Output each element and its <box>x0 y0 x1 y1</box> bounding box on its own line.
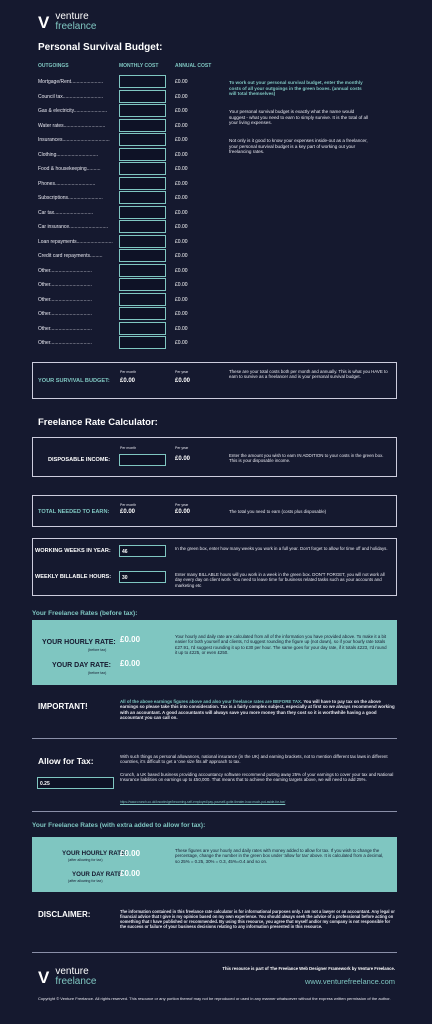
monthly-cost-input[interactable] <box>119 90 166 103</box>
monthly-cost-input[interactable] <box>119 206 166 219</box>
day-rate-sub: (before tax) <box>88 671 107 675</box>
total-label: TOTAL NEEDED TO EARN: <box>38 509 110 515</box>
budget-row <box>38 235 398 249</box>
annual-cost-value: £0.00 <box>175 238 188 245</box>
day-rate-value: £0.00 <box>120 659 141 668</box>
logo-word-venture: venture <box>55 11 89 22</box>
budget-row-label: Subscriptions......................... <box>38 195 103 201</box>
logo-word-freelance: freelance <box>55 21 97 32</box>
annual-cost-value: £0.00 <box>175 267 188 274</box>
monthly-cost-input[interactable] <box>119 278 166 291</box>
budget-row-label: Other.............................. <box>38 340 92 346</box>
col-outgoings: OUTGOINGS <box>38 63 69 69</box>
col-annual: ANNUAL COST <box>175 63 212 69</box>
budget-title: Personal Survival Budget: <box>38 42 163 53</box>
monthly-cost-input[interactable] <box>119 264 166 277</box>
budget-row <box>38 220 398 234</box>
budget-row-label: Car tax............................ <box>38 209 94 216</box>
footer-copyright: Copyright © Venture Freelance. All rights reserved. This resource or any portion thereof may not be reproduced or used in any manner whatsoever without the express written permission of the author. <box>38 996 391 1001</box>
monthly-cost-input[interactable] <box>119 220 166 233</box>
tax-heading: Allow for Tax: <box>38 756 94 766</box>
disposable-per-month-label: Per month <box>120 446 137 450</box>
rates-title: Your Freelance Rates (before tax): <box>32 610 138 617</box>
hourly-rate-value: £0.00 <box>120 635 141 644</box>
day-rate2-value: £0.00 <box>120 869 141 878</box>
budget-row-label: Insurances.................................. <box>38 137 110 143</box>
budget-row-label: Clothing.............................. <box>38 151 99 158</box>
annual-cost-value: £0.00 <box>175 137 188 143</box>
budget-row <box>38 249 398 263</box>
hours-note: Enter many BILLABLE hours will you work in a week in the green box. DON'T FORGET, you will not work all day every day on client work. You need to leave time for business related tasks such as your accounts and marketing etc <box>175 572 385 588</box>
monthly-cost-input[interactable] <box>119 162 166 175</box>
survival-year-value: £0.00 <box>175 378 191 384</box>
weeks-label: WORKING WEEKS IN YEAR: <box>35 548 111 554</box>
budget-row-label: Phones............................. <box>38 180 96 187</box>
rates2-band <box>32 837 397 892</box>
separator-3 <box>32 952 397 953</box>
tax-para2: Crunch, a UK based business providing accountancy software recommend putting away 25% of your earnings to cover your tax and National Insurance liabilities on earnings up to £50,000. That means that to achieve the earning targets above, we will need to add 25%. <box>120 772 394 783</box>
annual-cost-value: £0.00 <box>175 340 188 346</box>
annual-cost-value: £0.00 <box>175 166 188 172</box>
important-text <box>120 699 395 721</box>
survival-per-year-label: Per year <box>175 370 189 374</box>
total-note: The total you need to earn (costs plus disposable) <box>229 509 327 514</box>
hours-label: WEEKLY BILLABLE HOURS: <box>35 574 112 580</box>
monthly-cost-input[interactable] <box>119 119 166 132</box>
rates2-note: These figures are your hourly and daily rates with money added to allow for tax. If you wish to change the percentage, change the number in the green box under 'allow for tax' above. It is calculated from a decimal, so 25% = 0.25, 30% = 0.3, 45%=0.4 and so on. <box>175 848 384 864</box>
footer-logo-mark: V <box>38 967 50 987</box>
monthly-cost-input[interactable] <box>119 249 166 262</box>
annual-cost-value: £0.00 <box>175 79 188 85</box>
budget-explanation: Your personal survival budget is exactly what the name would suggest - what you need to earn to simply survive. It is the total of all your living expenses. <box>229 109 369 126</box>
tax-para1: With such things as personal allowances, national insurance (in the UK) and earning brackets, not to mention different tax laws in different countries, it's difficult to get a 'one size fits all' approach to tax. <box>120 754 388 765</box>
rates2-title: Your Freelance Rates (with extra added to allow for tax): <box>32 822 206 829</box>
total-per-month-label: Per month <box>120 503 137 507</box>
budget-row <box>38 191 398 205</box>
footer-url[interactable]: www.venturefreelance.com <box>304 977 395 986</box>
logo-mark: V <box>38 12 50 32</box>
annual-cost-value: £0.00 <box>175 180 188 187</box>
weeks-input[interactable]: 46 <box>119 545 166 557</box>
annual-cost-value: £0.00 <box>175 325 188 332</box>
important-heading: IMPORTANT! <box>38 702 88 711</box>
annual-cost-value: £0.00 <box>175 253 188 259</box>
hours-input[interactable]: 30 <box>119 571 166 583</box>
survival-note: These are your total costs both per month and annually. This is what you HAVE to earn to survive as a freelancer and is your personal survival budget. <box>229 369 388 380</box>
weeks-note: In the green box, enter how many weeks you work in a full year. Don't forget to allow for time off and holidays. <box>175 546 388 551</box>
budget-row-label: Mortgage/Rent....................... <box>38 79 104 85</box>
footer-logo-word-freelance: freelance <box>55 976 97 987</box>
tax-link[interactable]: https://www.crunch.co.uk/knowledge/becoming-self-employed/pay-yourself-gotte-theater-how-much-put-aside-for-tax/ <box>120 800 286 804</box>
hourly-rate2-label: YOUR HOURLY RATE: <box>62 850 128 857</box>
footer-logo-word-venture: venture <box>55 966 89 977</box>
monthly-cost-input[interactable] <box>119 177 166 190</box>
annual-cost-value: £0.00 <box>175 151 188 158</box>
survival-per-month-label: Per month <box>120 370 137 374</box>
budget-instructions: To work out your personal survival budget, enter the monthly costs of all your outgoings in the green boxes. (annual costs will total themselves) <box>229 80 363 97</box>
important-body: You will have to pay tax on the above earnings so please take this into consideration. Tax is a fairly complex subject, especially at first so we always recommend working with an accountant. A good accountants will always save you more money than they cost so it is worthwhile having a good accountant you can call on. <box>120 699 395 721</box>
annual-cost-value: £0.00 <box>175 282 188 288</box>
budget-row-label: Other.............................. <box>38 325 92 332</box>
hourly-rate-sub: (before tax) <box>88 648 107 652</box>
day-rate-label: YOUR DAY RATE: <box>52 662 111 669</box>
annual-cost-value: £0.00 <box>175 311 188 317</box>
monthly-cost-input[interactable] <box>119 133 166 146</box>
footer-logo <box>38 967 96 987</box>
budget-importance: Not only is it good to know your expenses inside-out as a freelancer, your personal survival budget is a key part of working out your freelancing rates. <box>229 138 368 155</box>
budget-row <box>38 206 398 220</box>
total-year-value: £0.00 <box>175 509 191 515</box>
monthly-cost-input[interactable] <box>119 293 166 306</box>
day-rate2-sub: (after allowing for tax) <box>68 879 103 883</box>
annual-cost-value: £0.00 <box>175 224 188 230</box>
disposable-year-value: £0.00 <box>175 456 191 462</box>
budget-row <box>38 322 398 336</box>
hourly-rate2-value: £0.00 <box>120 849 141 858</box>
budget-row-label: Other.............................. <box>38 311 92 317</box>
important-teal-text: All of the above earnings figures above and also your freelance rates are BEFORE TAX. <box>120 699 303 704</box>
monthly-cost-input[interactable] <box>119 307 166 320</box>
budget-row <box>38 293 398 307</box>
tax-input[interactable]: 0.25 <box>37 777 114 789</box>
separator-1 <box>32 738 397 739</box>
monthly-cost-input[interactable] <box>119 148 166 161</box>
disposable-month-input[interactable] <box>119 454 166 466</box>
budget-row <box>38 278 398 292</box>
total-month-value: £0.00 <box>120 509 136 515</box>
disposable-label: DISPOSABLE INCOME: <box>48 457 111 463</box>
rates-note: Your hourly and daily rate are calculated from all of the information you have provided above. To make it a bit easier for both yourself and clients, I'd suggest rounding the figure up (not down), so if your hourly rate totals £27.91, I'd suggest rounding it up to £30 per hour. The same goes for your day rate, if it totals £223, I'd round it up to £225, or even £250. <box>175 634 387 656</box>
disposable-per-year-label: Per year <box>175 446 189 450</box>
budget-row <box>38 264 398 278</box>
budget-row <box>38 336 398 350</box>
annual-cost-value: £0.00 <box>175 209 188 216</box>
budget-row-label: Food & housekeeping.......... <box>38 166 101 172</box>
monthly-cost-input[interactable] <box>119 322 166 335</box>
annual-cost-value: £0.00 <box>175 93 188 100</box>
budget-row <box>38 307 398 321</box>
budget-row-label: Loan repayments.......................... <box>38 238 113 245</box>
monthly-cost-input[interactable] <box>119 104 166 117</box>
survival-budget-label: YOUR SURVIVAL BUDGET: <box>38 378 110 384</box>
monthly-cost-input[interactable] <box>119 191 166 204</box>
budget-row-label: Gas & electricity........................ <box>38 108 108 114</box>
budget-row-label: Other.............................. <box>38 267 92 274</box>
survival-month-value: £0.00 <box>120 378 136 384</box>
budget-row-label: Credit card repayments......... <box>38 253 103 259</box>
annual-cost-value: £0.00 <box>175 122 188 129</box>
hourly-rate2-sub: (after allowing for tax) <box>68 858 103 862</box>
budget-row-label: Other.............................. <box>38 282 92 288</box>
monthly-cost-input[interactable] <box>119 235 166 248</box>
calc-title: Freelance Rate Calculator: <box>38 417 158 428</box>
budget-row <box>38 177 398 191</box>
footer-resource-note: This resource is part of The Freelance Web Designer Framework by Venture Freelance. <box>222 966 395 971</box>
col-monthly: MONTHLY COST <box>119 63 159 69</box>
hourly-rate-label: YOUR HOURLY RATE: <box>42 639 116 646</box>
disclaimer-heading: DISCLAIMER: <box>38 910 91 919</box>
budget-row-label: Car insurance............................ <box>38 224 109 230</box>
budget-row-label: Water rates.............................. <box>38 122 106 129</box>
separator-2 <box>32 811 397 812</box>
monthly-cost-input[interactable] <box>119 75 166 88</box>
header-logo <box>38 12 96 32</box>
annual-cost-value: £0.00 <box>175 108 188 114</box>
budget-row-label: Council tax............................. <box>38 93 104 100</box>
disclaimer-text: The information contained in this freelance rate calculator is for informational purposes only. I am not a lawyer or an accountant. Any legal or financial advice that I give is my opinion based on my own experience. You should always seek the advice of a professional before acting on something that I have published or recommended. By using this resource, you agree that myself and/or my company is not responsible for the success or failure of your business decisions relating to any information presented in this resource. <box>120 909 395 929</box>
budget-row <box>38 162 398 176</box>
annual-cost-value: £0.00 <box>175 195 188 201</box>
budget-row-label: Other.............................. <box>38 296 92 303</box>
total-per-year-label: Per year <box>175 503 189 507</box>
monthly-cost-input[interactable] <box>119 336 166 349</box>
disposable-note: Enter the amount you wish to earn IN ADDITION to your costs in the green box. This is your disposable income. <box>229 453 384 464</box>
day-rate2-label: YOUR DAY RATE: <box>72 871 125 878</box>
annual-cost-value: £0.00 <box>175 296 188 303</box>
